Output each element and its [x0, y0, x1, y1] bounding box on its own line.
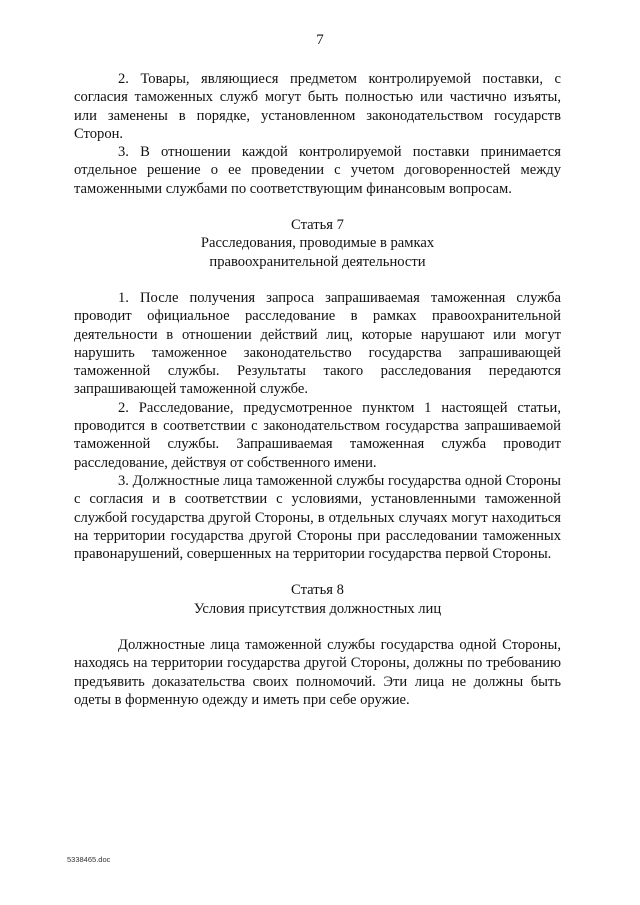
article7-para-3: 3. Должностные лица таможенной службы государства одной Стороны с согласия и в соответствии с условиями, установленными таможенной службой государства другой Стороны, в отдельных случаях могут находиться на территории государства другой Стороны при расследовании таможенных правонарушений, совершенных на территории государства первой Стороны. [74, 472, 561, 563]
article8-para-1: Должностные лица таможенной службы государства одной Стороны, находясь на территории государства другой Стороны, должны по требованию предъявить доказательства своих полномочий. Эти лица не должны быть одеты в форменную одежду и иметь при себе оружие. [74, 637, 561, 708]
article6-para-3: 3. В отношении каждой контролируемой поставки принимается отдельное решение о ее проведении с учетом договоренностей между таможенными службами по соответствующим финансовым вопросам. [74, 144, 561, 197]
article7-subtitle-line-1: Расследования, проводимые в рамках [200, 235, 435, 252]
article7-para-2: 2. Расследование, предусмотренное пунктом 1 настоящей статьи, проводится в соответствии с законодательством государства запрашиваемой таможенной службы. Запрашиваемая таможенная служба проводит расследование, действуя от собственного имени. [74, 399, 561, 471]
article7-title: Статья 7 [291, 217, 344, 234]
article7-para-1: 1. После получения запроса запрашиваемая таможенная служба проводит официальное расследование в рамках правоохранительной деятельности в отношении действий лиц, которые нарушают или могут нарушить таможенное законодательство государства запрашивающей таможенной службы. Результаты такого расследования передаются запрашивающей таможенной службе. [74, 289, 561, 398]
article7-subtitle-line-2: правоохранительной деятельности [209, 253, 426, 270]
article8-subtitle-line-1: Условия присутствия должностных лиц [193, 600, 442, 617]
page-number: 7 [316, 32, 324, 48]
article8-title: Статья 8 [291, 582, 344, 599]
article6-para-2: 2. Товары, являющиеся предметом контролируемой поставки, с согласия таможенных служб могут быть полностью или частично изъяты, или заменены в порядке, установленном законодательством государств Сторон. [74, 71, 561, 142]
document-body [74, 70, 561, 709]
file-name-footer: 5338465.doc [67, 855, 111, 864]
